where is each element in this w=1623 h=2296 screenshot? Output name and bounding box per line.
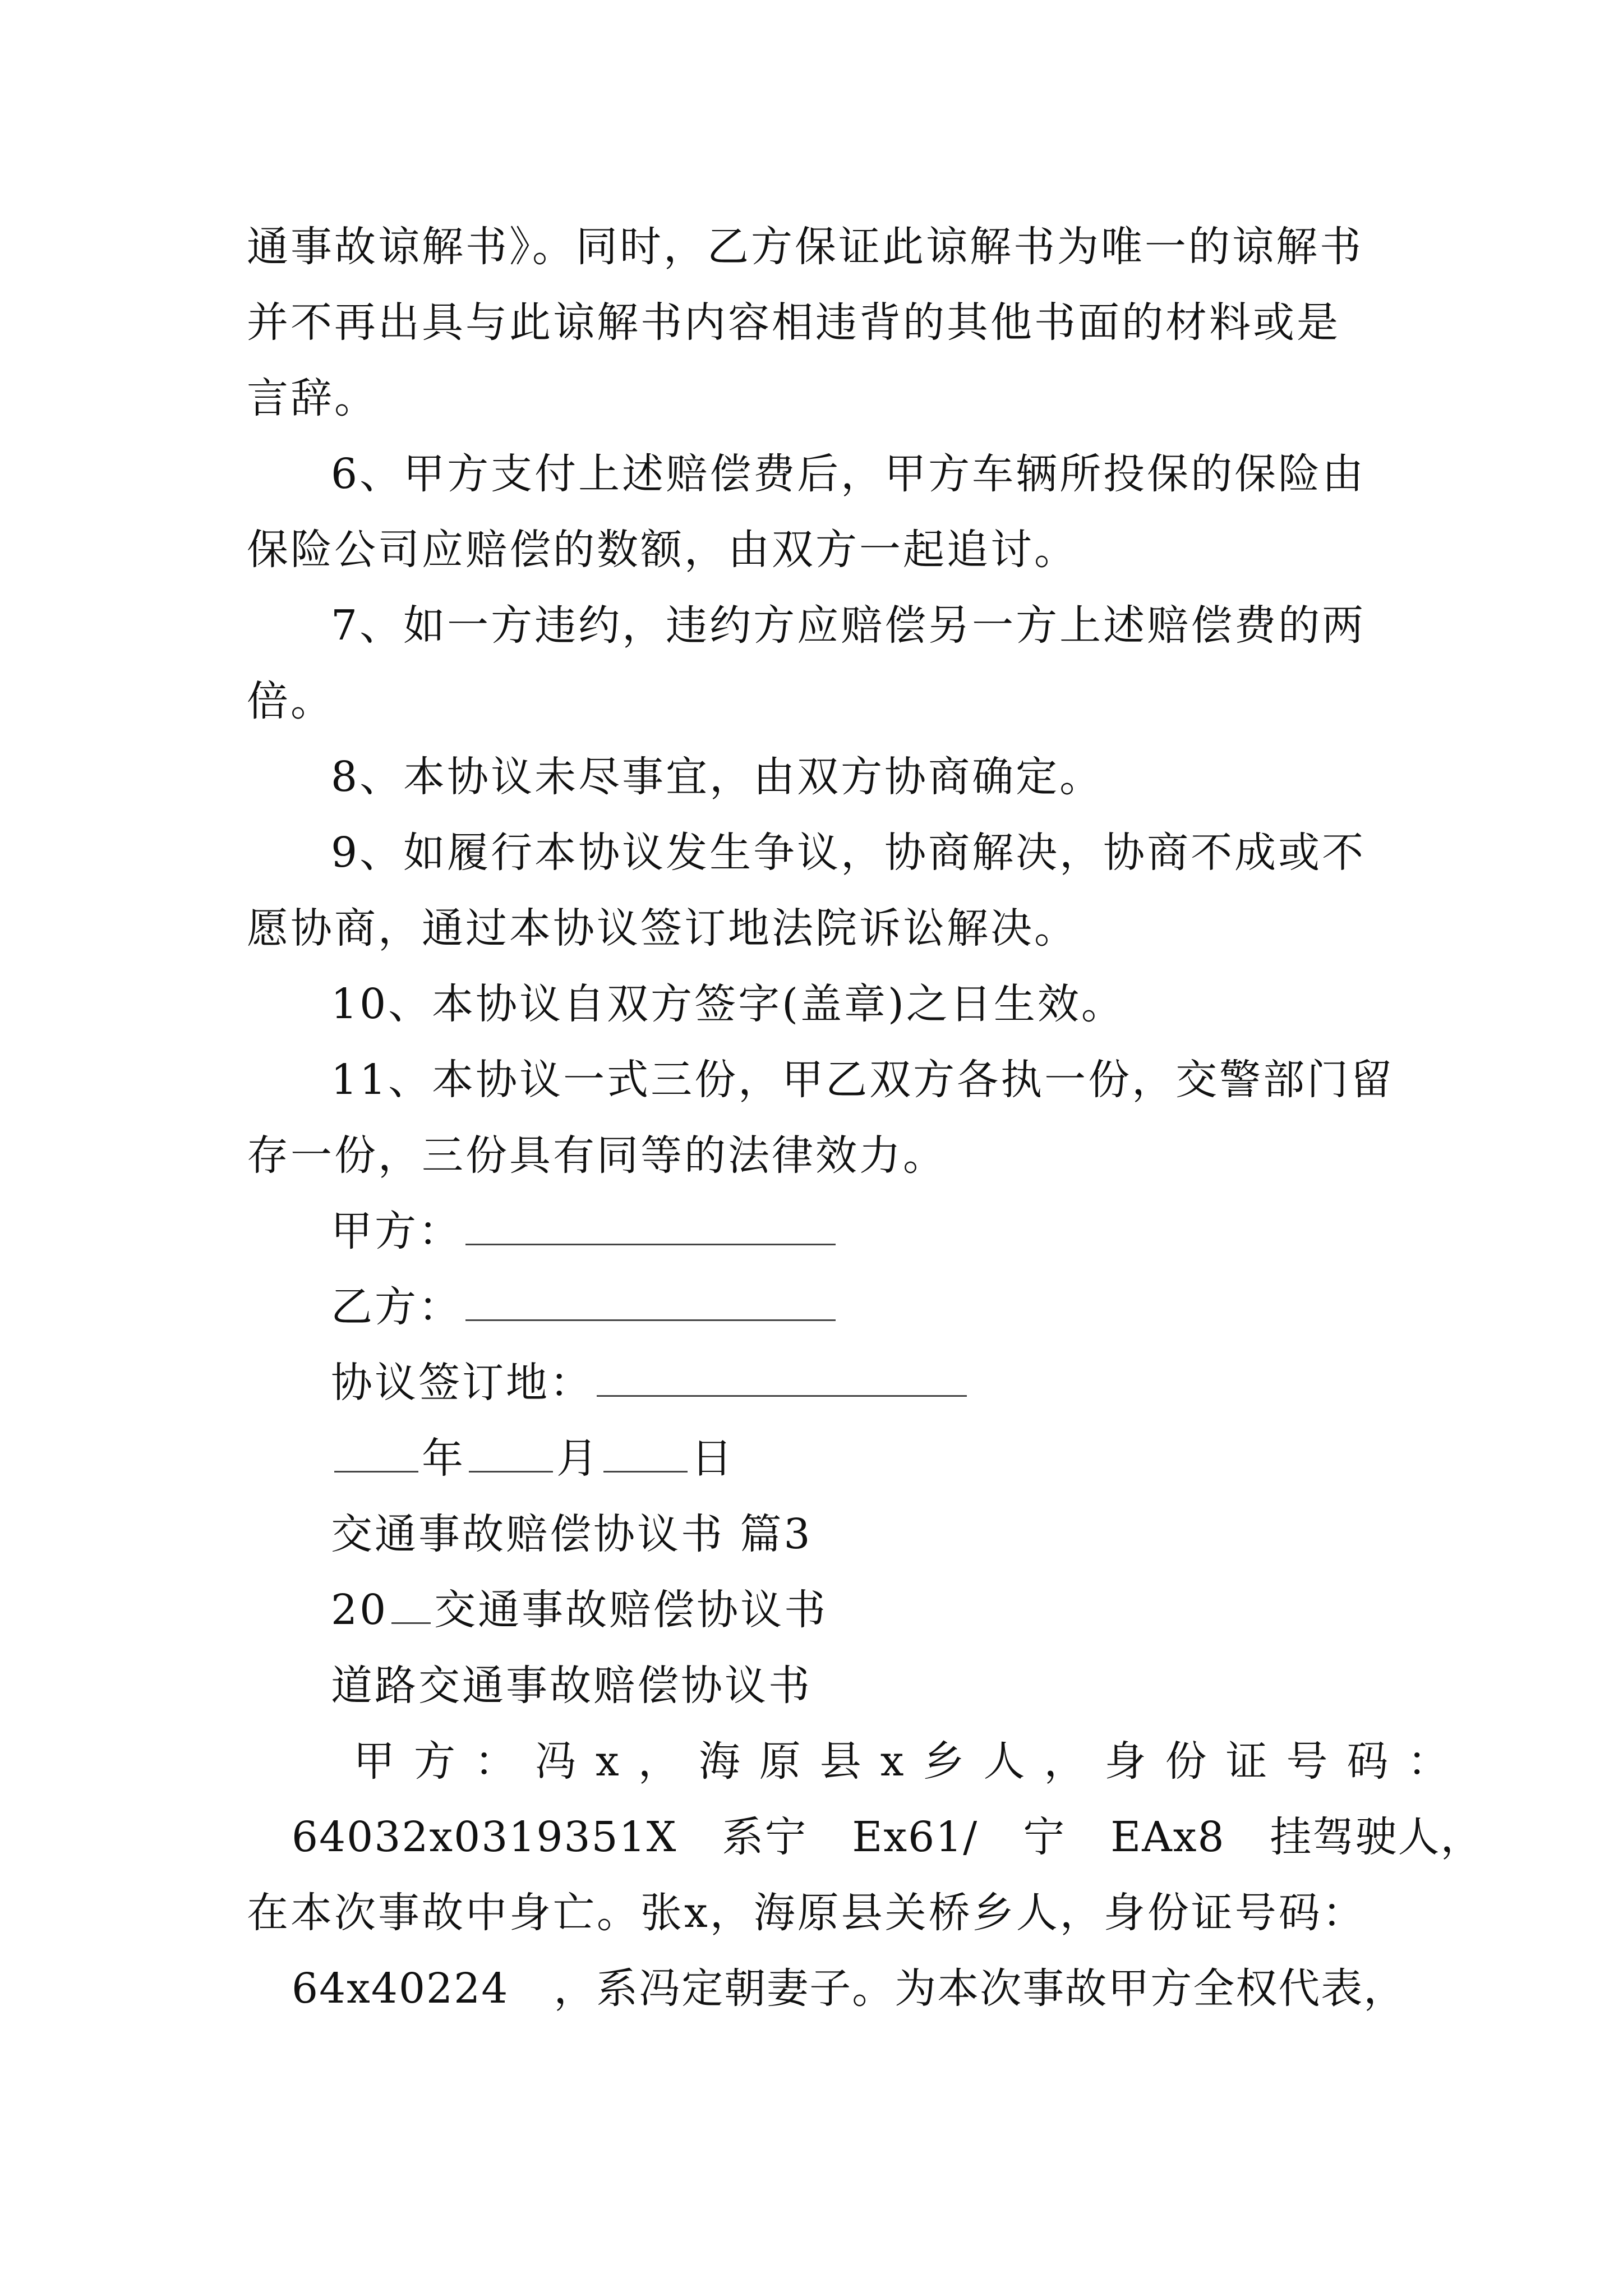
section-title: 交通事故赔偿协议书 篇3 bbox=[331, 1510, 813, 1558]
driver-role: 挂驾驶人， bbox=[1270, 1813, 1483, 1861]
paragraph-line: 通事故谅解书》。同时，乙方保证此谅解书为唯一的谅解书 bbox=[247, 223, 1363, 271]
last-line bbox=[292, 1955, 1406, 2022]
sub-title bbox=[331, 1576, 828, 1644]
day-label: 日 bbox=[691, 1434, 735, 1483]
year-label: 年 bbox=[422, 1434, 465, 1483]
road-title: 道路交通事故赔偿协议书 bbox=[331, 1662, 812, 1710]
day-blank[interactable] bbox=[603, 1430, 688, 1473]
paragraph-line: 并不再出具与此谅解书内容相违背的其他书面的材料或是 bbox=[247, 298, 1340, 347]
clause-9-line: 9、如履行本协议发生争议，协商解决，协商不成或不 bbox=[331, 829, 1366, 877]
paragraph-line: 保险公司应赔偿的数额，由双方一起追讨。 bbox=[247, 526, 1078, 574]
clause-10-line: 10、本协议自双方签字(盖章)之日生效。 bbox=[331, 980, 1125, 1028]
id-number: 64032x0319351X bbox=[292, 1813, 677, 1861]
paragraph-line: 在本次事故中身亡。张x，海原县关桥乡人，身份证号码： bbox=[247, 1889, 1366, 1937]
plate-2: EAx8 bbox=[1110, 1813, 1225, 1861]
id-line bbox=[292, 1803, 1483, 1871]
date-line bbox=[331, 1425, 735, 1492]
clause-7-line: 7、如一方违约，违约方应赔偿另一方上述赔偿费的两 bbox=[331, 601, 1366, 650]
id-is: 系宁 bbox=[722, 1813, 808, 1861]
party-b-blank[interactable] bbox=[465, 1279, 836, 1321]
party-a-signature-line bbox=[331, 1198, 839, 1265]
year-blank[interactable] bbox=[334, 1430, 418, 1473]
signing-place-line bbox=[331, 1349, 970, 1416]
id-number-2: 64x40224 bbox=[292, 1964, 509, 2013]
clause-6-line: 6、甲方支付上述赔偿费后，甲方车辆所投保的保险由 bbox=[331, 450, 1366, 498]
party-a-blank[interactable] bbox=[465, 1203, 836, 1245]
party-b-label: 乙方： bbox=[331, 1283, 462, 1331]
paragraph-line: 愿协商，通过本协议签订地法院诉讼解决。 bbox=[247, 904, 1078, 953]
clause-11-line: 11、本协议一式三份，甲乙双方各执一份，交警部门留 bbox=[331, 1056, 1395, 1104]
clause-8-line: 8、本协议未尽事宜，由双方协商确定。 bbox=[331, 753, 1104, 801]
paragraph-line: 存一份，三份具有同等的法律效力。 bbox=[247, 1131, 947, 1180]
signing-place-blank[interactable] bbox=[597, 1355, 967, 1397]
paragraph-line: 言辞。 bbox=[247, 374, 378, 422]
paragraph-line: 倍。 bbox=[247, 677, 334, 725]
party-b-signature-line bbox=[331, 1273, 839, 1341]
year-suffix-blank[interactable] bbox=[391, 1582, 431, 1624]
signing-place-label: 协议签订地： bbox=[331, 1359, 593, 1407]
sub-title-prefix: 20 bbox=[331, 1586, 389, 1634]
party-a-label: 甲方： bbox=[331, 1207, 462, 1255]
month-label: 月 bbox=[556, 1434, 600, 1483]
month-blank[interactable] bbox=[469, 1430, 553, 1473]
sub-title-suffix: 交通事故赔偿协议书 bbox=[434, 1586, 828, 1634]
ning-char: 宁 bbox=[1023, 1813, 1066, 1861]
last-line-text: ，系冯定朝妻子。为本次事故甲方全权代表， bbox=[554, 1964, 1407, 2013]
plate-1: Ex61/ bbox=[852, 1813, 979, 1861]
party-a-intro-line: 甲方：冯x，海原县x乡人，身份证号码： bbox=[353, 1737, 1468, 1786]
